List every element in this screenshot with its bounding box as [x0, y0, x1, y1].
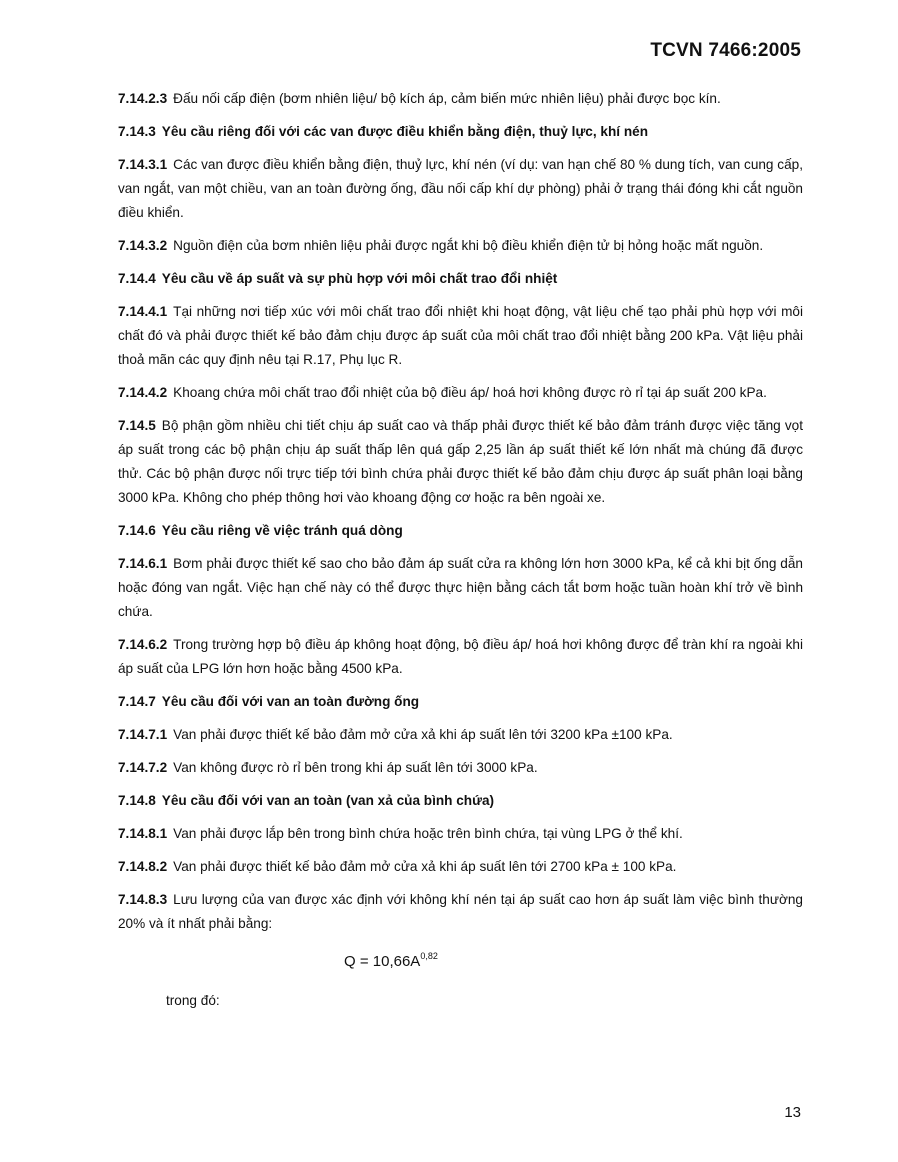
clause-number: 7.14.5	[118, 418, 156, 433]
standard-code: TCVN 7466:2005	[650, 40, 801, 61]
section-paragraph	[118, 723, 803, 747]
clause-number: 7.14.6.2	[118, 637, 168, 652]
clause-number: 7.14.8.1	[118, 826, 168, 841]
clause-number: 7.14.8.3	[118, 892, 168, 907]
clause-text: Đấu nối cấp điện (bơm nhiên liệu/ bộ kích áp, cảm biến mức nhiên liệu) phải được bọc kín.	[173, 91, 721, 106]
clause-number: 7.14.3.1	[118, 157, 168, 172]
clause-text: Khoang chứa môi chất trao đổi nhiệt của bộ điều áp/ hoá hơi không được rò rỉ tại áp suất 200 kPa.	[173, 385, 767, 400]
clause-text: Yêu cầu riêng về việc tránh quá dòng	[161, 523, 403, 538]
clause-text: Bộ phận gồm nhiều chi tiết chịu áp suất cao và thấp phải được thiết kế bảo đảm tránh được việc tăng vọt áp suất trong các bộ phận chịu áp suất thấp lên quá gấp 2,25 lần áp suất thiết kế lớn nhất mà chúng đã được thử. Các bộ phận được nối trực tiếp tới bình chứa phải được thiết kế bảo đảm chịu được áp suất phân loại bằng 3000 kPa. Không cho phép thông hơi vào khoang động cơ hoặc ra bên ngoài xe.	[118, 418, 803, 505]
clause-text: Nguồn điện của bơm nhiên liệu phải được ngắt khi bộ điều khiển điện tử bị hỏng hoặc mất nguồn.	[173, 238, 764, 253]
flow-formula	[344, 945, 803, 985]
clause-number: 7.14.4.1	[118, 304, 168, 319]
clause-text: Van phải được thiết kế bảo đảm mở cửa xả khi áp suất lên tới 2700 kPa ± 100 kPa.	[173, 859, 677, 874]
section-paragraph	[118, 756, 803, 780]
clause-number: 7.14.6.1	[118, 556, 168, 571]
section-list	[118, 87, 803, 936]
clause-number: 7.14.8	[118, 793, 156, 808]
clause-text: Bơm phải được thiết kế sao cho bảo đảm áp suất cửa ra không lớn hơn 3000 kPa, kể cả khi bịt ống dẫn hoặc đóng van ngắt. Việc hạn chế này có thể được thực hiện bằng cách tắt bơm hoặc tuần hoàn khí trở về bình chứa.	[118, 556, 803, 619]
section-heading	[118, 690, 803, 714]
clause-text: Yêu cầu riêng đối với các van được điều khiển bằng điện, thuỷ lực, khí nén	[161, 124, 648, 139]
clause-number: 7.14.7.1	[118, 727, 168, 742]
page-number: 13	[784, 1104, 801, 1121]
section-paragraph	[118, 552, 803, 624]
clause-text: Van phải được lắp bên trong bình chứa hoặc trên bình chứa, tại vùng LPG ở thể khí.	[173, 826, 683, 841]
clause-text: Van không được rò rỉ bên trong khi áp suất lên tới 3000 kPa.	[173, 760, 538, 775]
section-heading	[118, 267, 803, 291]
clause-text: Tại những nơi tiếp xúc với môi chất trao đổi nhiệt khi hoạt động, vật liệu chế tạo phải phù hợp với môi chất đó và phải được thiết kế bảo đảm chịu được áp suất của môi chất trao đổi nhiệt bằng 200 kPa. Vật liệu phải thoả mãn các quy định nêu tại R.17, Phụ lục R.	[118, 304, 803, 367]
formula-exponent: 0,82	[420, 951, 438, 961]
section-paragraph	[118, 414, 803, 510]
clause-text: Lưu lượng của van được xác định với không khí nén tại áp suất cao hơn áp suất làm việc bình thường 20% và ít nhất phải bằng:	[118, 892, 803, 931]
where-label: trong đó:	[166, 993, 220, 1008]
clause-number: 7.14.2.3	[118, 91, 168, 106]
section-paragraph	[118, 633, 803, 681]
clause-number: 7.14.6	[118, 523, 156, 538]
clause-number: 7.14.7.2	[118, 760, 168, 775]
document-body	[118, 87, 803, 1013]
clause-text: Các van được điều khiển bằng điện, thuỷ lực, khí nén (ví dụ: van hạn chế 80 % dung tích, van cung cấp, van ngắt, van một chiều, van an toàn đường ống, đầu nối cấp khí dự phòng) phải ở trạng thái đóng khi cắt nguồn điều khiển.	[118, 157, 803, 220]
clause-number: 7.14.8.2	[118, 859, 168, 874]
clause-number: 7.14.4.2	[118, 385, 168, 400]
section-paragraph	[118, 87, 803, 111]
section-heading	[118, 519, 803, 543]
clause-text: Yêu cầu đối với van an toàn (van xả của bình chứa)	[161, 793, 495, 808]
clause-text: Trong trường hợp bộ điều áp không hoạt động, bộ điều áp/ hoá hơi không được để tràn khí ra ngoài khi áp suất của LPG lớn hơn hoặc bằng 4500 kPa.	[118, 637, 803, 676]
section-heading	[118, 789, 803, 813]
clause-number: 7.14.3	[118, 124, 156, 139]
formula-expression: Q = 10,66A	[344, 953, 421, 970]
clause-text: Van phải được thiết kế bảo đảm mở cửa xả khi áp suất lên tới 3200 kPa ±100 kPa.	[173, 727, 673, 742]
section-heading	[118, 120, 803, 144]
section-paragraph	[118, 855, 803, 879]
section-paragraph	[118, 381, 803, 405]
section-paragraph	[118, 234, 803, 258]
section-paragraph	[118, 153, 803, 225]
section-paragraph	[118, 822, 803, 846]
clause-number: 7.14.3.2	[118, 238, 168, 253]
clause-text: Yêu cầu về áp suất và sự phù hợp với môi chất trao đổi nhiệt	[161, 271, 558, 286]
clause-text: Yêu cầu đối với van an toàn đường ống	[161, 694, 420, 709]
clause-number: 7.14.7	[118, 694, 156, 709]
clause-number: 7.14.4	[118, 271, 156, 286]
section-paragraph	[118, 300, 803, 372]
section-paragraph	[118, 888, 803, 936]
